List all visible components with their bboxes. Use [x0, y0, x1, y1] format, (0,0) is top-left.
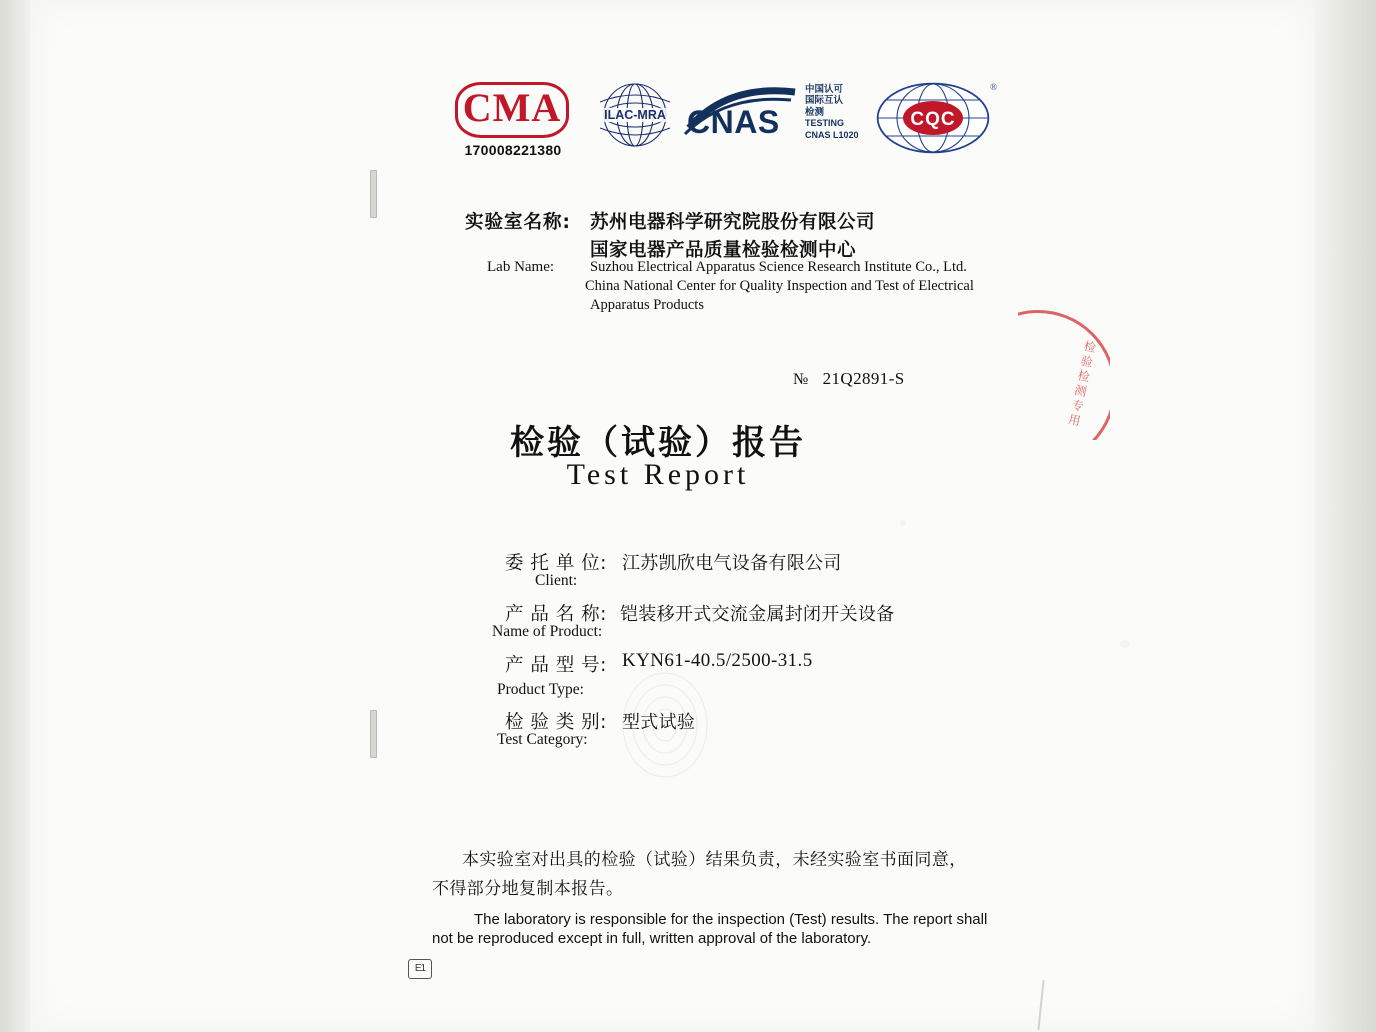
report-number-value: 21Q2891-S [822, 369, 905, 388]
paper-smudge [900, 520, 906, 526]
cnas-side-en-2: CNAS L1020 [805, 129, 859, 140]
field-value-client: 江苏凯欣电气设备有限公司 [622, 553, 842, 574]
field-label-cn-product-type: 产 品 型 号: [505, 655, 607, 676]
field-value-test-category: 型式试验 [622, 712, 696, 733]
cnas-side-cn-2: 国际互认 [805, 95, 844, 107]
svg-text:ILAC-MRA: ILAC-MRA [604, 108, 666, 122]
paper-fingerprint-smudge [610, 665, 720, 785]
registered-icon: ® [990, 82, 997, 92]
lab-name-en-line2: China National Center for Quality Inspection and Test of Electrical [585, 278, 974, 294]
field-value-product-type: KYN61-40.5/2500-31.5 [622, 650, 813, 671]
lab-name-cn-line1: 苏州电器科学研究院股份有限公司 [590, 212, 876, 233]
note-en-line1: The laboratory is responsible for the inspection (Test) results. The report shall [474, 911, 988, 928]
cnas-side-cn-3: 检测 [805, 106, 825, 118]
page-title-cn: 检验（试验）报告 [510, 423, 806, 463]
cnas-mark [687, 82, 862, 158]
svg-text:CQC: CQC [910, 109, 956, 130]
official-red-stamp [1018, 310, 1110, 440]
field-label-en-product-name: Name of Product: [492, 623, 603, 640]
field-label-cn-product-name: 产 品 名 称: [505, 604, 607, 625]
cnas-side-cn-1: 中国认可 [805, 84, 844, 95]
page-mark: E1 [408, 959, 432, 979]
lab-name-cn-line2: 国家电器产品质量检验检测中心 [590, 240, 857, 261]
note-cn-line1: 本实验室对出具的检验（试验）结果负责，未经实验室书面同意， [462, 850, 967, 870]
lab-name-en-line3: Apparatus Products [590, 297, 704, 313]
lab-name-en-line1: Suzhou Electrical Apparatus Science Research Institute Co., Ltd. [590, 259, 967, 275]
page-edge-right [1315, 0, 1376, 1032]
field-value-product-name: 铠装移开式交流金属封闭开关设备 [620, 604, 895, 625]
paper-smudge [1120, 640, 1130, 648]
ilac-mra-icon [590, 82, 680, 152]
number-sign-icon: № [793, 371, 809, 388]
cnas-side-text [805, 84, 863, 141]
note-cn-line2: 不得部分地复制本报告。 [432, 879, 624, 899]
field-label-cn-client: 委 托 单 位: [505, 553, 607, 574]
field-label-en-product-type: Product Type: [497, 681, 584, 698]
lab-name-label-en: Lab Name: [487, 259, 555, 275]
cma-mark [455, 82, 573, 166]
certification-logos [455, 82, 995, 170]
lab-name-label-cn: 实验室名称: [465, 212, 571, 233]
cnas-label: CNAS [687, 104, 780, 140]
page-title-en: Test Report [566, 458, 750, 491]
cqc-mark [875, 80, 995, 158]
page-edge-left [0, 0, 30, 1032]
report-number [793, 369, 905, 389]
cnas-side-en-1: TESTING [805, 118, 845, 129]
cma-label: CMA [462, 85, 562, 130]
binding-staple-top [370, 170, 377, 218]
field-label-en-client: Client: [535, 572, 578, 589]
stamp-text: 检验检测专用 [1067, 338, 1099, 429]
field-label-cn-test-category: 检 验 类 别: [505, 712, 607, 733]
binding-staple-bottom [370, 710, 377, 758]
note-en-line2: not be reproduced except in full, written approval of the laboratory. [432, 930, 872, 947]
field-label-en-test-category: Test Category: [497, 731, 588, 748]
cma-number: 170008221380 [464, 142, 562, 158]
